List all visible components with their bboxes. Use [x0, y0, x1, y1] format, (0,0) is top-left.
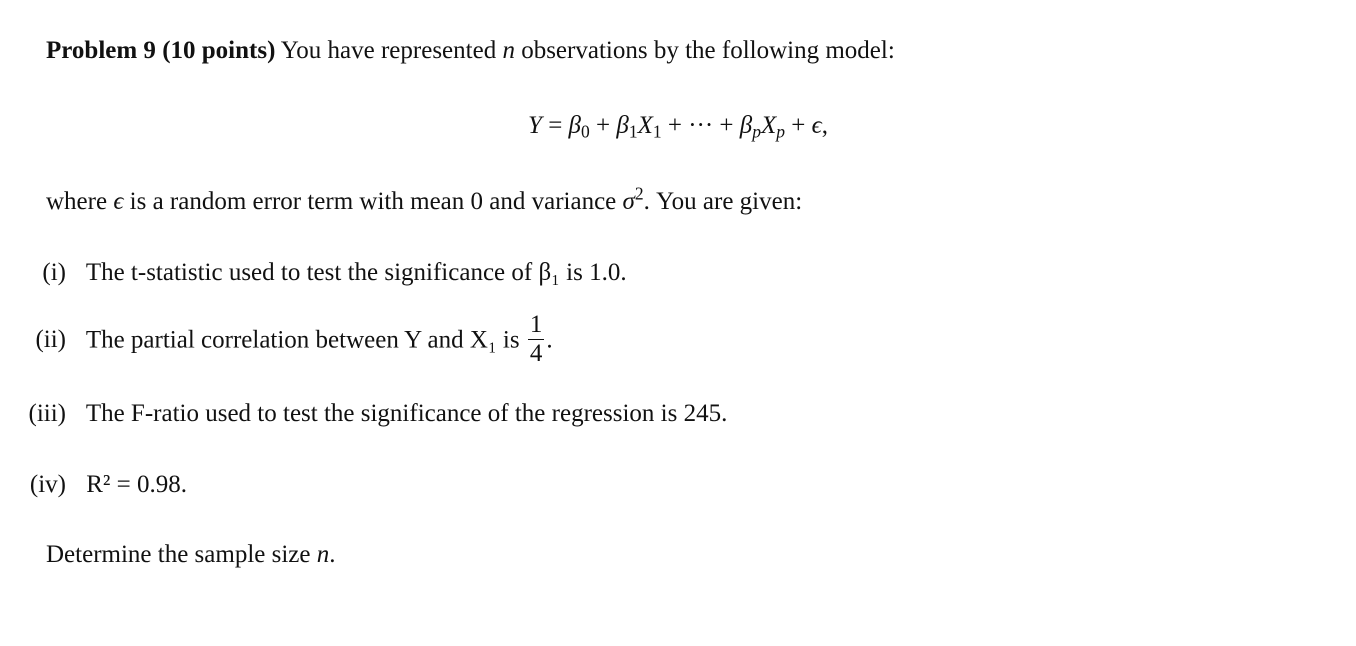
given-item-ii [10, 311, 553, 370]
item-label: (iii) [28, 400, 66, 427]
question-line [46, 542, 335, 567]
given-item-iv [10, 472, 187, 497]
model-equation-text: $Y = \beta_0 + \beta_1X_1$ + ··· + $\beta_pX_p + \epsilon$, [528, 112, 828, 142]
model-equation [0, 112, 1356, 142]
item-text: The F-ratio used to test the significance of the regression is 245. [85, 400, 728, 427]
item-label: (ii) [35, 326, 66, 354]
error-term-sentence [46, 183, 803, 215]
error-middle: is a random error term with mean 0 and variance [129, 188, 617, 215]
question-text: Determine the sample size [46, 541, 311, 568]
item-label: (iv) [29, 471, 66, 498]
intro-text: You have represented [280, 37, 497, 64]
n-variable: n [316, 541, 330, 568]
item-end-period: . [546, 326, 553, 354]
sigma-symbol: σ [622, 188, 635, 215]
fraction-numerator: 1 [528, 312, 545, 340]
item-label: (i) [42, 259, 66, 286]
fraction-denominator: 4 [529, 340, 543, 368]
item-text: The t-statistic used to test the significance of β₁ is 1.0. [85, 259, 627, 286]
n-variable: n [502, 37, 515, 64]
sigma-exponent: 2 [634, 183, 644, 204]
problem-statement-line [46, 38, 895, 63]
fraction-one-quarter [528, 312, 545, 368]
epsilon-symbol: ϵ [113, 188, 124, 215]
intro-rest-text: observations by the following model: [521, 37, 895, 64]
error-after: . You are given: [643, 188, 803, 215]
item-text: R² = 0.98. [86, 471, 188, 498]
item-text: The partial correlation between Y and X₁ is [85, 326, 520, 354]
given-item-iii [10, 401, 727, 426]
problem-points: (10 points) [162, 37, 276, 64]
error-before: where [46, 188, 108, 215]
given-item-i [10, 260, 627, 285]
problem-heading: Problem 9 [46, 37, 156, 64]
question-end: . [329, 541, 336, 568]
